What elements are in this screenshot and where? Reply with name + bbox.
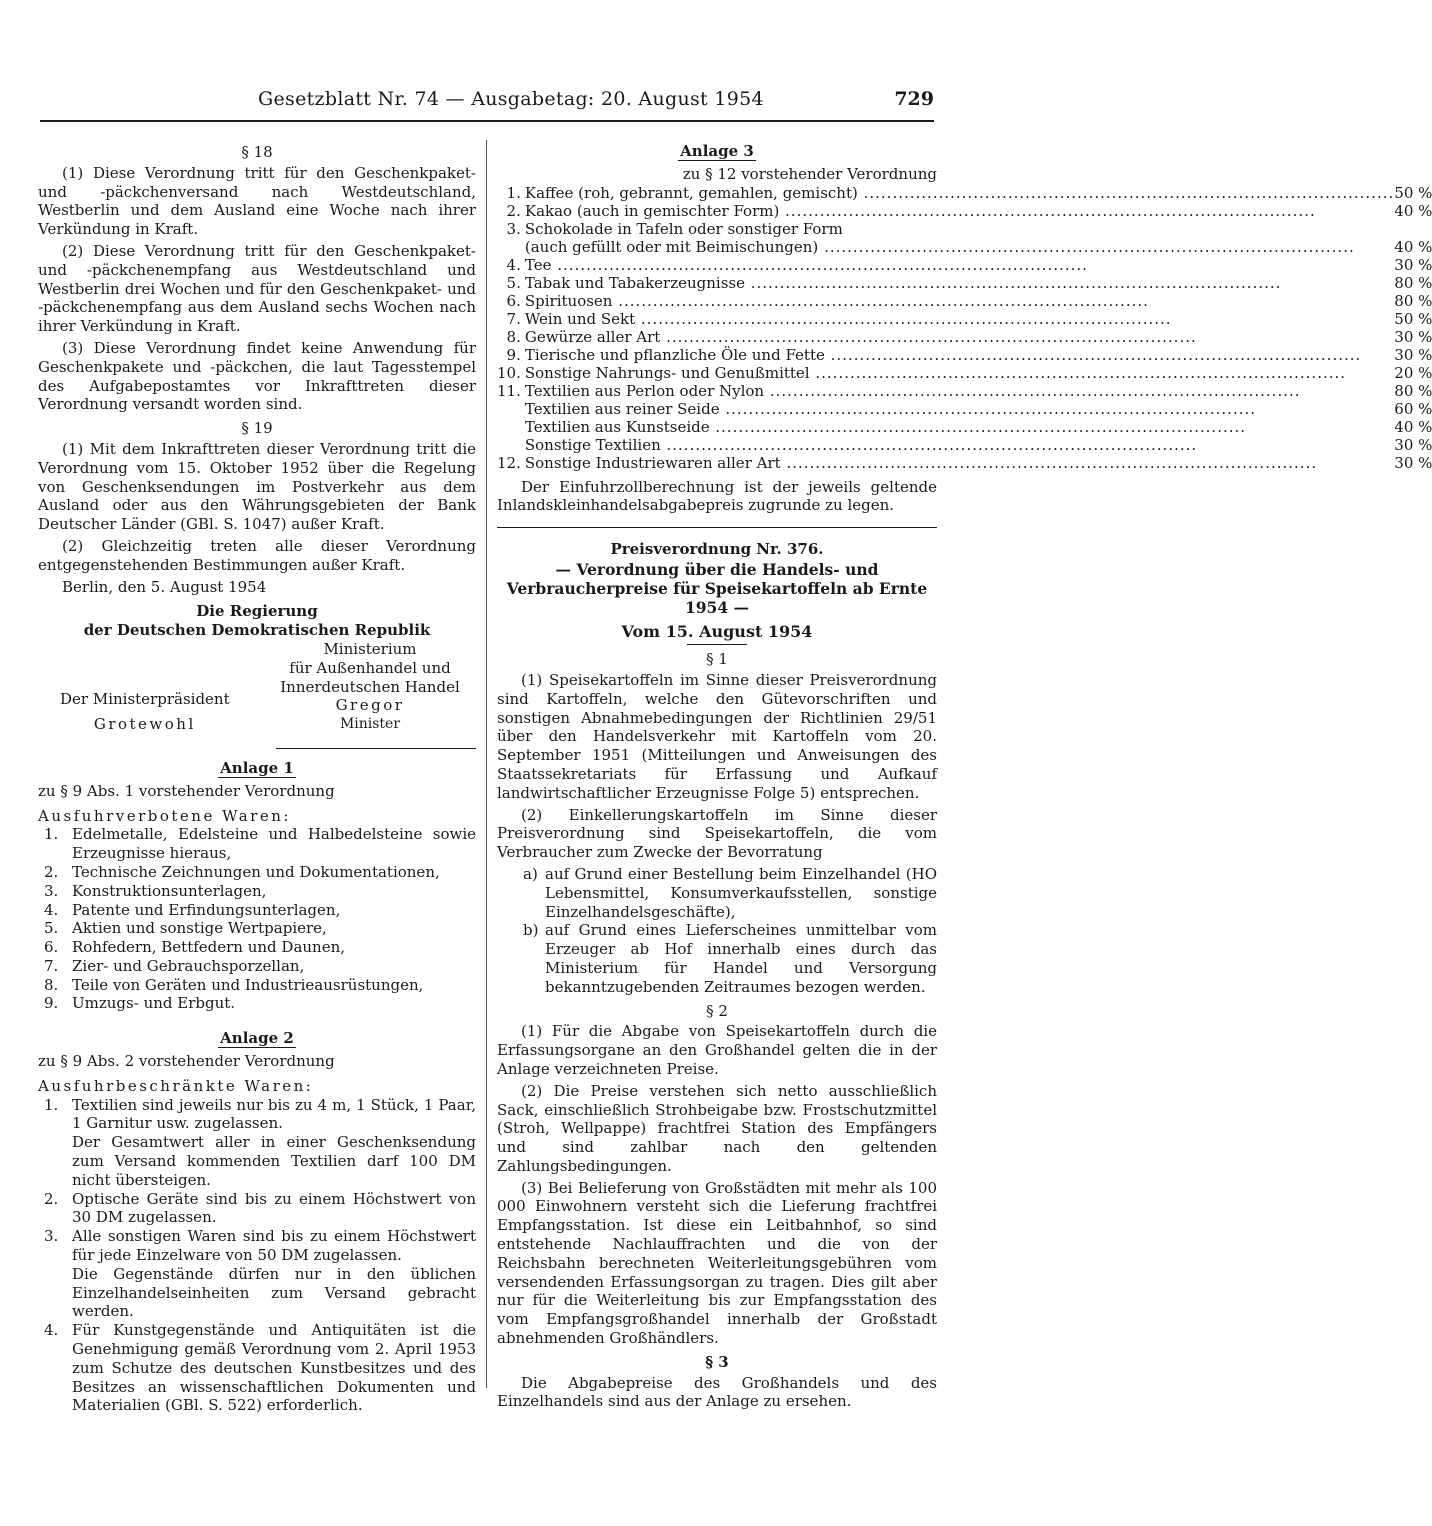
anlage-3-row-percent: 40 % <box>1394 417 1432 436</box>
anlage-3-row-item <box>525 202 1394 220</box>
anlage-2-list-item <box>38 1227 476 1321</box>
anlage-1-list-item-number: 3. <box>44 881 59 900</box>
sublist-marker-a: a) <box>523 864 538 883</box>
anlage-3-row-percent: 40 % <box>1394 201 1432 220</box>
preisvo-section-1-para-1: (1) Speisekartoffeln im Sinne dieser Preisverordnung sind Kartoffeln, welche den Gütevorschriften und sonstigen Abnahmebedingungen der Richtlinien 29/51 über den Handelsverkehr mit Kartoffeln vom 20. September 1951 (Mitteilungen und Anweisungen des Staatssekretariats für Erfassung und Aufkauf landwirtschaftlicher Erzeugnisse Folge 5) entsprechen. <box>497 670 937 802</box>
anlage-1-title <box>38 759 476 778</box>
anlage-3-row-item <box>525 184 1394 202</box>
anlage-1-list-item-text: Patente und Erfindungsunterlagen, <box>72 900 341 919</box>
anlage-1-list-item-number: 2. <box>44 862 59 881</box>
anlage-3-row <box>497 184 1432 202</box>
anlage-3-row-percent: 50 % <box>1394 183 1432 202</box>
anlage-3-row <box>497 256 1432 274</box>
section-rule <box>497 527 937 528</box>
anlage-3-row <box>497 346 1432 364</box>
sublist-item-a <box>523 865 937 921</box>
anlage-3-row-number: 11. <box>497 381 521 400</box>
anlage-3-row-percent: 50 % <box>1394 309 1432 328</box>
anlage-3-row <box>497 328 1432 346</box>
anlage-3-row-number <box>497 436 525 454</box>
column-divider <box>486 140 487 1388</box>
anlage-3-row <box>497 436 1432 454</box>
anlage-1-list-item-text: Technische Zeichnungen und Dokumentationen, <box>72 862 440 881</box>
anlage-1-list-item-number: 5. <box>44 919 59 938</box>
anlage-1-list-item-number: 9. <box>44 994 59 1013</box>
signature-block <box>38 640 476 748</box>
anlage-3-row-item-text: Schokolade in Tafeln oder sonstiger Form <box>524 219 843 238</box>
anlage-3-row-item-text: Kakao (auch in gemischter Form) ..... <box>525 202 1316 220</box>
anlage-3-row-item <box>525 382 1394 400</box>
anlage-1-list-item-number: 7. <box>44 956 59 975</box>
date-rule <box>687 644 747 645</box>
anlage-1-list-item-text: Aktien und sonstige Wertpapiere, <box>72 919 327 938</box>
preisvo-section-1-sublist <box>497 865 937 997</box>
anlage-3-title <box>497 142 937 161</box>
anlage-3-row-item <box>525 454 1394 472</box>
government-line-2: der Deutschen Demokratischen Republik <box>83 621 431 640</box>
anlage-3-row-item <box>525 328 1394 346</box>
preisvo-section-2-para-3: (3) Bei Belieferung von Großstädten mit mehr als 100 000 Einwohnern versteht sich die Lieferung frachtfrei Empfangsstation. Ist diese ein Leitbahnhof, so sind entstehende Nachlauffrachten und die von der Reichsbahn berechneten Weiterleitungsgebühren vom versendenden Erfassungsorgan zu tragen. Dies gilt aber nur für die Weiterleitung bis zur Empfangsstation des vom Empfangsgroßhandel innerhalb der Großstadt abnehmenden Großhändlers. <box>497 1178 937 1348</box>
anlage-3-row-number <box>497 238 525 256</box>
anlage-3-row-item-text: Tee ..... <box>525 256 1088 274</box>
anlage-3-row-number: 3. <box>506 219 521 238</box>
anlage-1-list-item-text: Zier- und Gebrauchsporzellan, <box>72 956 305 975</box>
anlage-3-row-percent: 60 % <box>1394 399 1432 418</box>
anlage-3-note: Der Einfuhrzollberechnung ist der jeweils geltende Inlandskleinhandelsabgabepreis zugrunde zu legen. <box>497 477 937 515</box>
anlage-1-list-item-text: Konstruktionsunterlagen, <box>72 881 267 900</box>
section-18-para-2: (2) Diese Verordnung tritt für den Geschenkpaket- und -päckchenempfang aus Westdeutschland und Westberlin drei Wochen und für den Geschenkpaket- und -päckchenempfang aus dem Ausland sechs Wochen nach ihrer Verkündung in Kraft. <box>38 241 476 336</box>
anlage-3-row-item <box>525 418 1394 436</box>
anlage-3-row-item-text: Kaffee (roh, gebrannt, gemahlen, gemischt) ..... <box>525 184 1394 202</box>
prime-minister-title: Der Ministerpräsident <box>60 689 230 708</box>
anlage-3-row-item <box>525 256 1394 274</box>
anlage-2-list-item-text: Textilien sind jeweils nur bis zu 4 m, 1 Stück, 1 Paar, 1 Garnitur usw. zugelassen. <box>72 1095 476 1133</box>
anlage-1-list-item <box>38 901 476 920</box>
anlage-1-list-item <box>38 938 476 957</box>
anlage-3-table <box>497 184 1432 472</box>
anlage-3-row-item <box>525 274 1394 292</box>
anlage-3-row-item-text: Textilien aus Perlon oder Nylon ..... <box>525 382 1301 400</box>
preisvo-section-1-para-2: (2) Einkellerungskartoffeln im Sinne dieser Preisverordnung sind Speisekartoffeln, die vom Verbraucher zum Zwecke der Bevorratung <box>497 805 937 862</box>
anlage-3-row-percent: 30 % <box>1394 345 1432 364</box>
preisvo-title: Preisverordnung Nr. 376. <box>610 540 824 559</box>
preisvo-section-3-heading: § 3 <box>705 1352 729 1371</box>
anlage-3-row-number: 1. <box>506 183 521 202</box>
government-line-1: Die Regierung <box>196 602 318 621</box>
anlage-3-row-item <box>525 292 1394 310</box>
anlage-2-heading: Ausfuhrbeschränkte Waren: <box>38 1076 314 1095</box>
anlage-3-row-item <box>525 346 1394 364</box>
preisvo-section-1-heading: § 1 <box>706 650 728 669</box>
anlage-3-row-item-text: (auch gefüllt oder mit Beimischungen) ..... <box>525 238 1355 256</box>
anlage-1-list-item-number: 6. <box>44 938 59 957</box>
anlage-3-row-item-text: Tierische und pflanzliche Öle und Fette ..... <box>525 346 1361 364</box>
anlage-3-row-item-text: Sonstige Textilien ..... <box>525 436 1197 454</box>
left-column <box>38 138 476 1415</box>
anlage-3-row <box>497 364 1432 382</box>
minister-role: Minister <box>339 716 401 733</box>
anlage-3-reference: zu § 12 vorstehender Verordnung <box>682 164 937 183</box>
anlage-3-row-number: 5. <box>506 273 521 292</box>
anlage-3-row-item-text: Spirituosen ..... <box>525 292 1149 310</box>
preisvo-section-2-heading: § 2 <box>706 1001 728 1020</box>
anlage-1-list-item-number: 1. <box>44 825 59 844</box>
anlage-3-row-number: 10. <box>497 363 521 382</box>
place-date: Berlin, den 5. August 1954 <box>62 577 267 596</box>
section-18-para-3: (3) Diese Verordnung findet keine Anwendung für Geschenkpakete und -päckchen, die laut Tagesstempel des Aufgabepostamtes vor Inkrafttreten dieser Verordnung versandt worden sind. <box>38 338 476 414</box>
anlage-2-list-item-text: Optische Geräte sind bis zu einem Höchstwert von 30 DM zugelassen. <box>72 1189 476 1227</box>
anlage-2-title-text: Anlage 2 <box>220 1029 294 1048</box>
anlage-2-list-item-extra: Die Gegenstände dürfen nur in den üblichen Einzelhandelseinheiten zum Versand gebracht werden. <box>72 1264 476 1321</box>
prime-minister-name: Grotewohl <box>93 714 196 733</box>
anlage-3-row <box>497 202 1432 220</box>
anlage-3-row-item <box>525 436 1394 454</box>
anlage-3-row-percent <box>1394 220 1432 238</box>
anlage-1-list-item <box>38 919 476 938</box>
anlage-2-list-item-number: 2. <box>44 1189 59 1208</box>
anlage-1-title-text: Anlage 1 <box>220 758 294 777</box>
anlage-3-row <box>497 310 1432 328</box>
preisvo-subtitle: — Verordnung über die Handels- und Verbraucherpreise für Speisekartoffeln ab Ernte 1954 — <box>506 559 928 617</box>
section-18-para-1: (1) Diese Verordnung tritt für den Geschenkpaket- und -päckchenversand nach Westdeutschland, Westberlin und dem Ausland eine Woche nach ihrer Verkündung in Kraft. <box>38 163 476 239</box>
anlage-3-row-percent: 20 % <box>1394 363 1432 382</box>
anlage-3-row <box>497 238 1432 256</box>
anlage-2-list-item-text: Für Kunstgegenstände und Antiquitäten ist die Genehmigung gemäß Verordnung vom 2. April 1953 zum Schutze des deutschen Kunstbesitzes und des Besitzes an wissenschaftlichen Dokumenten und Materialien (GBl. S. 522) erforderlich. <box>72 1321 476 1415</box>
anlage-3-row-item <box>525 400 1394 418</box>
anlage-1-list-item <box>38 976 476 995</box>
anlage-1-list-item-text: Rohfedern, Bettfedern und Daunen, <box>72 938 346 957</box>
anlage-3-row-percent: 30 % <box>1394 255 1432 274</box>
anlage-3-row-item-text: Textilien aus reiner Seide ..... <box>525 400 1256 418</box>
anlage-1-list-item-number: 8. <box>44 975 59 994</box>
anlage-3-row-number <box>497 400 525 418</box>
anlage-3-row-item-text: Sonstige Nahrungs- und Genußmittel ..... <box>525 364 1346 382</box>
ministry-line-1: Ministerium <box>323 639 417 658</box>
anlage-3-row-percent: 30 % <box>1394 327 1432 346</box>
anlage-3-row-item-text: Textilien aus Kunstseide ..... <box>525 418 1246 436</box>
section-19-para-2: (2) Gleichzeitig treten alle dieser Verordnung entgegenstehenden Bestimmungen außer Kraft. <box>38 536 476 574</box>
sublist-marker-b: b) <box>523 921 539 940</box>
signature-minister <box>264 640 476 734</box>
anlage-3-row-percent: 80 % <box>1394 381 1432 400</box>
anlage-2-list-item-number: 1. <box>44 1095 59 1114</box>
anlage-2-list-item <box>38 1321 476 1415</box>
anlage-1-list-item <box>38 882 476 901</box>
anlage-3-row-number: 8. <box>506 327 521 346</box>
anlage-3-row-percent: 80 % <box>1394 291 1432 310</box>
sublist-text-b: auf Grund eines Lieferscheines unmittelbar vom Erzeuger ab Hof innerhalb eines durch das Ministerium für Handel und Versorgung bekanntzugebenden Zeitraumes bezogen werden. <box>545 921 937 996</box>
anlage-2-list-item <box>38 1096 476 1190</box>
signature-rule <box>276 748 476 749</box>
anlage-3-row-number: 4. <box>506 255 521 274</box>
preisvo-section-3-para-1: Die Abgabepreise des Großhandels und des Einzelhandels sind aus der Anlage zu ersehen. <box>497 1373 937 1411</box>
sublist-text-a: auf Grund einer Bestellung beim Einzelhandel (HO Lebensmittel, Konsumverkaufsstellen, sonstige Einzelhandelsgeschäfte), <box>545 864 937 921</box>
ministry-line-2: für Außenhandel und <box>289 658 451 677</box>
ministry-line-3: Innerdeutschen Handel <box>280 677 460 696</box>
anlage-1-list-item <box>38 994 476 1013</box>
anlage-3-row <box>497 292 1432 310</box>
anlage-2-list-item-number: 4. <box>44 1321 59 1340</box>
anlage-2-reference: zu § 9 Abs. 2 vorstehender Verordnung <box>38 1052 335 1071</box>
minister-name: Gregor <box>335 696 405 715</box>
anlage-1-list <box>38 825 476 1013</box>
anlage-2-list-item-text: Alle sonstigen Waren sind bis zu einem Höchstwert für jede Einzelware von 50 DM zugelassen. <box>72 1227 476 1265</box>
signature-prime-minister <box>60 690 230 734</box>
anlage-2-title <box>38 1029 476 1048</box>
anlage-2-list-item <box>38 1190 476 1228</box>
anlage-3-row <box>497 418 1432 436</box>
anlage-2-list-item-number: 3. <box>44 1227 59 1246</box>
anlage-1-list-item-number: 4. <box>44 900 59 919</box>
anlage-3-row-number: 7. <box>506 309 521 328</box>
anlage-1-list-item <box>38 863 476 882</box>
anlage-1-reference: zu § 9 Abs. 1 vorstehender Verordnung <box>38 781 335 800</box>
section-18-heading: § 18 <box>241 143 273 161</box>
anlage-3-row-item <box>525 310 1394 328</box>
anlage-3-row-percent: 30 % <box>1394 435 1432 454</box>
anlage-1-list-item <box>38 957 476 976</box>
anlage-1-list-item-text: Edelmetalle, Edelsteine und Halbedelsteine sowie Erzeugnisse hieraus, <box>72 825 476 863</box>
anlage-1-list-item <box>38 825 476 863</box>
anlage-3-row-number: 12. <box>497 453 521 472</box>
anlage-3-row-item <box>525 364 1394 382</box>
anlage-3-row-number: 2. <box>506 201 521 220</box>
anlage-3-row-item-text: Tabak und Tabakerzeugnisse ..... <box>525 274 1282 292</box>
anlage-2-list-item-extra: Der Gesamtwert aller in einer Geschenksendung zum Versand kommenden Textilien darf 100 DM nicht übersteigen. <box>72 1133 476 1189</box>
anlage-2-list <box>38 1096 476 1416</box>
anlage-3-row-item <box>525 220 1394 238</box>
page-header <box>40 88 934 122</box>
anlage-3-row-number: 6. <box>506 291 521 310</box>
preisvo-date: Vom 15. August 1954 <box>621 622 813 642</box>
right-column <box>497 138 1432 1414</box>
anlage-3-row <box>497 220 1432 238</box>
section-19-para-1: (1) Mit dem Inkrafttreten dieser Verordnung tritt die Verordnung vom 15. Oktober 1952 über die Regelung von Geschenksendungen im Postverkehr aus dem Ausland oder aus den Währungsgebieten der Bank Deutscher Länder (GBl. S. 1047) außer Kraft. <box>38 439 476 534</box>
anlage-3-row-item-text: Wein und Sekt ..... <box>525 310 1172 328</box>
preisvo-section-2-para-1: (1) Für die Abgabe von Speisekartoffeln durch die Erfassungsorgane an den Großhandel gelten die in der Anlage verzeichneten Preise. <box>497 1022 937 1078</box>
anlage-3-row <box>497 274 1432 292</box>
page-number: 729 <box>894 88 934 110</box>
anlage-3-row-number: 9. <box>506 345 521 364</box>
anlage-3-row-percent: 80 % <box>1394 273 1432 292</box>
preisvo-section-2-para-2: (2) Die Preise verstehen sich netto ausschließlich Sack, einschließlich Strohbeigabe bzw. Frostschutzmittel (Stroh, Wellpappe) frachtfrei Station des Empfängers und sind zahlbar nach den geltenden Zahlungsbedingungen. <box>497 1081 937 1175</box>
running-title: Gesetzblatt Nr. 74 — Ausgabetag: 20. August 1954 <box>258 88 764 110</box>
anlage-1-heading: Ausfuhrverbotene Waren: <box>38 806 291 825</box>
anlage-3-title-text: Anlage 3 <box>680 142 754 160</box>
sublist-item-b <box>523 921 937 996</box>
section-19-heading: § 19 <box>241 419 273 438</box>
anlage-3-row-item-text: Sonstige Industriewaren aller Art ..... <box>525 454 1317 472</box>
anlage-3-row <box>497 400 1432 418</box>
anlage-1-list-item-text: Teile von Geräten und Industrieausrüstungen, <box>72 975 424 994</box>
anlage-3-row <box>497 454 1432 472</box>
anlage-3-row-number <box>497 418 525 436</box>
anlage-3-row-item-text: Gewürze aller Art ..... <box>525 328 1197 346</box>
anlage-3-row-percent: 40 % <box>1394 237 1432 256</box>
anlage-3-row <box>497 382 1432 400</box>
anlage-1-list-item-text: Umzugs- und Erbgut. <box>72 994 236 1013</box>
anlage-3-row-item <box>525 238 1394 256</box>
anlage-3-row-percent: 30 % <box>1394 453 1432 472</box>
